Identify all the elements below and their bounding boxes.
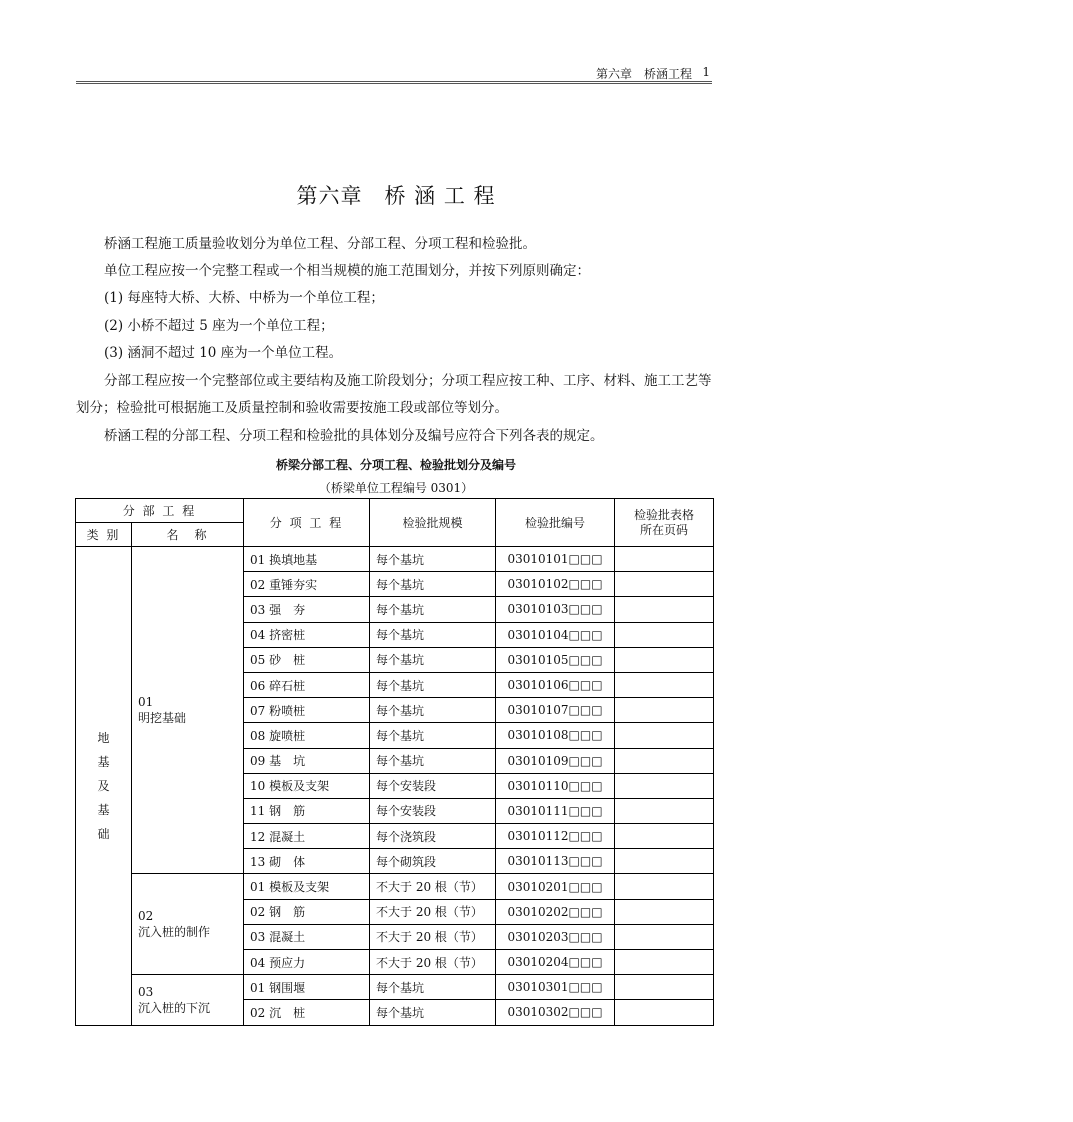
subitem-cell: 02 重锤夯实	[244, 572, 370, 597]
header-name: 名 称	[132, 523, 244, 547]
header-page: 检验批表格所在页码	[615, 499, 714, 547]
scale-cell: 每个基坑	[370, 723, 496, 748]
code-cell: 03010106□□□	[496, 672, 615, 697]
page-cell	[615, 773, 714, 798]
header-subitem: 分 项 工 程	[244, 499, 370, 547]
code-cell: 03010110□□□	[496, 773, 615, 798]
page-cell	[615, 597, 714, 622]
page-cell	[615, 622, 714, 647]
scale-cell: 每个安装段	[370, 773, 496, 798]
subitem-cell: 01 换填地基	[244, 547, 370, 572]
table-caption: 桥梁分部工程、分项工程、检验批划分及编号	[275, 458, 516, 472]
subitem-cell: 09 基 坑	[244, 748, 370, 773]
code-cell: 03010109□□□	[496, 748, 615, 773]
subpart-name: 明挖基础	[138, 711, 187, 726]
list-item-3: (3) 涵洞不超过 10 座为一个单位工程。	[104, 345, 343, 361]
table-body	[76, 499, 714, 1026]
subitem-cell: 12 混凝土	[244, 824, 370, 849]
code-cell: 03010203□□□	[496, 924, 615, 949]
code-cell: 03010202□□□	[496, 899, 615, 924]
list-item-1: (1) 每座特大桥、大桥、中桥为一个单位工程；	[104, 290, 384, 306]
code-cell: 03010201□□□	[496, 874, 615, 899]
subitem-cell: 03 混凝土	[244, 924, 370, 949]
scale-cell: 每个基坑	[370, 698, 496, 723]
subitem-cell: 07 粉喷桩	[244, 698, 370, 723]
category-cell	[76, 547, 132, 1026]
scale-cell: 不大于 20 根（节）	[370, 924, 496, 949]
running-title: 第六章 桥涵工程	[595, 67, 692, 81]
scale-cell: 不大于 20 根（节）	[370, 899, 496, 924]
scale-cell: 每个基坑	[370, 1000, 496, 1025]
subitem-cell: 05 砂 桩	[244, 647, 370, 672]
page-cell	[615, 723, 714, 748]
page-cell	[615, 1000, 714, 1025]
header-row-1	[76, 499, 714, 523]
chapter-title: 第六章 桥 涵 工 程	[296, 184, 496, 208]
scale-cell: 不大于 20 根（节）	[370, 950, 496, 975]
paragraph-division-rule: 分部工程应按一个完整部位或主要结构及施工阶段划分；分项工程应按工种、工序、材料、施工工艺等划分；检验批可根据施工及质量控制和验收需要按施工段或部位等划分。	[76, 373, 712, 416]
subitem-cell: 10 模板及支架	[244, 773, 370, 798]
page-cell	[615, 849, 714, 874]
table-row	[76, 547, 714, 572]
page-number: 1	[702, 65, 710, 79]
subitem-cell: 08 旋喷桩	[244, 723, 370, 748]
subpart-cell	[132, 975, 244, 1025]
paragraph-table-intro: 桥涵工程的分部工程、分项工程和检验批的具体划分及编号应符合下列各表的规定。	[104, 428, 604, 444]
code-cell: 03010101□□□	[496, 547, 615, 572]
subitem-cell: 01 模板及支架	[244, 874, 370, 899]
scale-cell: 不大于 20 根（节）	[370, 874, 496, 899]
subitem-cell: 13 砌 体	[244, 849, 370, 874]
scale-cell: 每个基坑	[370, 547, 496, 572]
scale-cell: 每个浇筑段	[370, 824, 496, 849]
code-cell: 03010102□□□	[496, 572, 615, 597]
category-label: 地基及基础	[97, 730, 110, 841]
subpart-code: 01	[138, 695, 154, 710]
paragraph-unit-rule: 单位工程应按一个完整工程或一个相当规模的施工范围划分，并按下列原则确定：	[104, 263, 590, 279]
scale-cell: 每个基坑	[370, 672, 496, 697]
code-cell: 03010105□□□	[496, 647, 615, 672]
subitem-cell: 11 钢 筋	[244, 798, 370, 823]
subitem-cell: 02 钢 筋	[244, 899, 370, 924]
page-cell	[615, 698, 714, 723]
subpart-code: 02	[138, 909, 154, 924]
scale-cell: 每个基坑	[370, 975, 496, 1000]
page-cell	[615, 950, 714, 975]
code-cell: 03010111□□□	[496, 798, 615, 823]
scale-cell: 每个安装段	[370, 798, 496, 823]
subitem-cell: 03 强 夯	[244, 597, 370, 622]
scale-cell: 每个基坑	[370, 748, 496, 773]
page-cell	[615, 874, 714, 899]
page-cell	[615, 975, 714, 1000]
page-cell	[615, 647, 714, 672]
page-cell	[615, 572, 714, 597]
subpart-cell	[132, 547, 244, 874]
subitem-cell: 04 挤密桩	[244, 622, 370, 647]
code-cell: 03010107□□□	[496, 698, 615, 723]
scale-cell: 每个基坑	[370, 572, 496, 597]
scale-cell: 每个基坑	[370, 597, 496, 622]
table-row	[76, 874, 714, 899]
header-category: 类 别	[76, 523, 132, 547]
page-cell	[615, 672, 714, 697]
list-item-2: (2) 小桥不超过 5 座为一个单位工程；	[104, 318, 334, 334]
page-cell	[615, 899, 714, 924]
page-cell	[615, 547, 714, 572]
header-division: 分 部 工 程	[76, 499, 244, 523]
subpart-cell	[132, 874, 244, 975]
running-header	[76, 64, 712, 84]
division-table	[75, 498, 714, 1026]
code-cell: 03010301□□□	[496, 975, 615, 1000]
page-cell	[615, 798, 714, 823]
page-cell	[615, 824, 714, 849]
subitem-cell: 02 沉 桩	[244, 1000, 370, 1025]
subpart-name: 沉入桩的下沉	[138, 1000, 211, 1015]
table-subcaption: （桥梁单位工程编号 0301）	[318, 481, 474, 495]
page-cell	[615, 748, 714, 773]
header-scale: 检验批规模	[370, 499, 496, 547]
page-cell	[615, 924, 714, 949]
code-cell: 03010204□□□	[496, 950, 615, 975]
code-cell: 03010104□□□	[496, 622, 615, 647]
code-cell: 03010108□□□	[496, 723, 615, 748]
table-row	[76, 975, 714, 1000]
subpart-code: 03	[138, 984, 154, 999]
subitem-cell: 01 钢围堰	[244, 975, 370, 1000]
subpart-name: 沉入桩的制作	[138, 925, 211, 940]
paragraph-intro: 桥涵工程施工质量验收划分为单位工程、分部工程、分项工程和检验批。	[104, 236, 536, 252]
subitem-cell: 04 预应力	[244, 950, 370, 975]
header-code: 检验批编号	[496, 499, 615, 547]
code-cell: 03010113□□□	[496, 849, 615, 874]
code-cell: 03010302□□□	[496, 1000, 615, 1025]
code-cell: 03010112□□□	[496, 824, 615, 849]
scale-cell: 每个砌筑段	[370, 849, 496, 874]
scale-cell: 每个基坑	[370, 622, 496, 647]
scale-cell: 每个基坑	[370, 647, 496, 672]
subitem-cell: 06 碎石桩	[244, 672, 370, 697]
code-cell: 03010103□□□	[496, 597, 615, 622]
